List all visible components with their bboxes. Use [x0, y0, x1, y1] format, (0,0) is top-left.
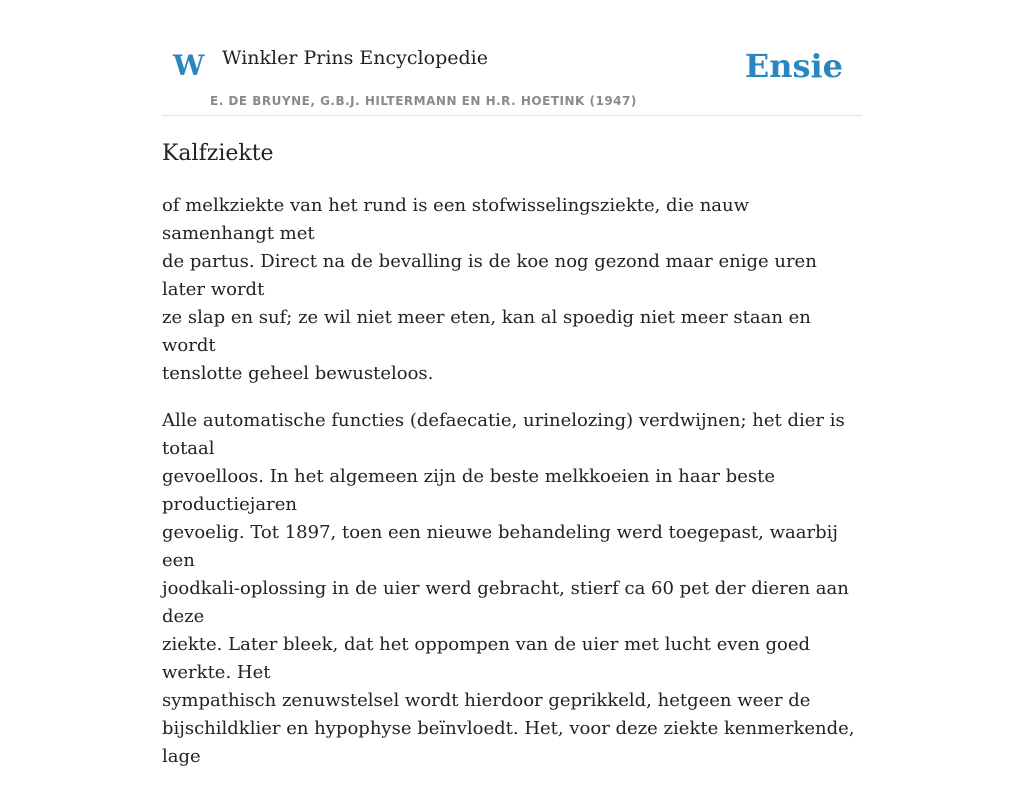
brand-logo[interactable]: Ensie [744, 47, 843, 85]
site-header [162, 0, 862, 116]
page-container [162, 0, 862, 767]
article-body [162, 192, 862, 790]
source-authors: E. DE BRUYNE, G.B.J. HILTERMANN EN H.R. HOETINK (1947) [210, 94, 637, 108]
article-title: Kalfziekte [162, 141, 274, 166]
article-paragraph: of melkziekte van het rund is een stofwisselingsziekte, die nauw samenhangt met de partus. Direct na de bevalling is de koe nog gezond maar enige uren later wordt ze slap en suf; ze wil niet meer eten, kan al spoedig niet meer staan en wordt tenslotte geheel bewusteloos. [162, 195, 817, 384]
article-paragraph: Alle automatische functies (defaecatie, urinelozing) verdwijnen; het dier is totaal gevoelloos. In het algemeen zijn de beste melkkoeien in haar beste productiejaren gevoelig. Tot 1897, toen een nieuwe behandeling werd toegepast, waarbij een joodkali-oplossing in de uier werd gebracht, stierf ca 60 pet der dieren aan deze ziekte. Later bleek, dat het oppompen van de uier met lucht even goed werkte. Het sympathisch zenuwstelsel wordt hierdoor geprikkeld, hetgeen weer de bijschildklier en hypophyse beïnvloedt. Het, voor deze ziekte kenmerkende, lage [162, 410, 855, 767]
source-title[interactable]: Winkler Prins Encyclopedie [222, 47, 488, 69]
source-logo[interactable]: W [173, 49, 205, 82]
